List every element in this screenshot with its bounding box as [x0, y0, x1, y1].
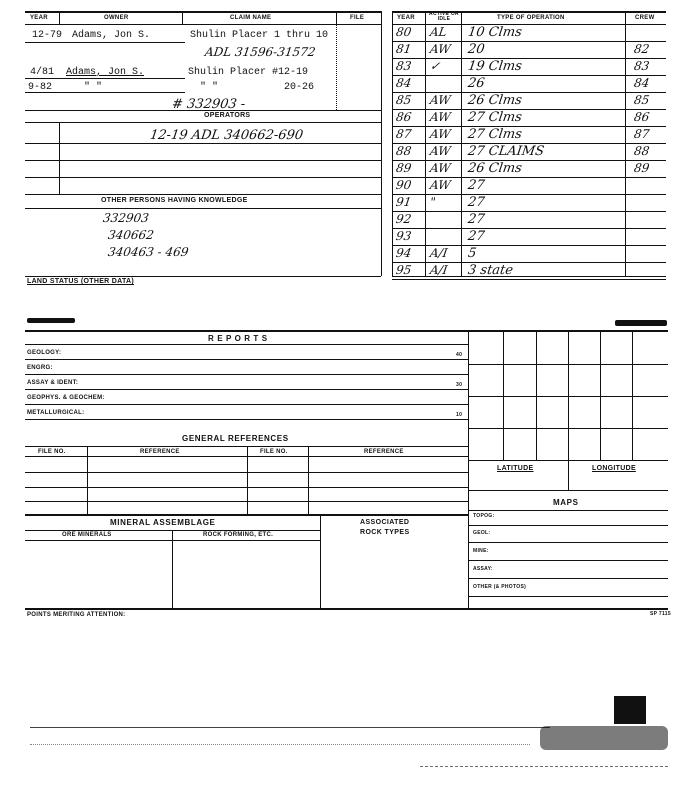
ops-row-9-type-cell: 26 Clms — [466, 161, 523, 176]
ops-row-5-type-cell: 26 Clms — [466, 93, 523, 108]
ops-row-9-year-cell: 89 — [395, 161, 413, 175]
operators-entry: 12-19 ADL 340662-690 — [148, 128, 305, 143]
ops-row-3-crew-cell: 83 — [633, 59, 651, 73]
form-number: SP 7115 — [650, 611, 671, 617]
scan-artifact-smear — [540, 726, 668, 750]
ref-col-reference-2: REFERENCE — [364, 449, 404, 455]
report-row-1-label: GEOLOGY: — [27, 350, 62, 356]
ops-row-8-type-cell: 27 CLAIMS — [466, 144, 546, 159]
owner-row-3-year: 4/81 — [30, 67, 55, 78]
knowledge-entry-1: 332903 — [102, 211, 150, 225]
associated-label: ASSOCIATED — [360, 519, 410, 526]
general-references-title: GENERAL REFERENCES — [182, 434, 289, 443]
knowledge-label: OTHER PERSONS HAVING KNOWLEDGE — [101, 197, 248, 204]
report-row-3-number: 30 — [456, 382, 463, 388]
ops-row-2-crew-cell: 82 — [633, 42, 651, 56]
ops-row-11-active-cell: " — [429, 195, 437, 209]
report-row-1-number: 40 — [456, 352, 463, 358]
owner-row-4-owner: " " — [84, 82, 103, 93]
scan-artifact-block — [614, 696, 646, 724]
ops-row-10-type-cell: 27 — [466, 178, 486, 193]
land-status-label: LAND STATUS (OTHER DATA) — [27, 278, 135, 285]
scan-line-3 — [420, 766, 668, 767]
latitude-label: LATITUDE — [497, 465, 534, 472]
ops-row-4-type-cell: 26 — [466, 76, 486, 91]
col-year-header: YEAR — [30, 15, 48, 21]
col-active-header: ACTIVE OR IDLE — [429, 11, 459, 22]
ops-row-6-type-cell: 27 Clms — [466, 110, 523, 125]
ops-row-2-type-cell: 20 — [466, 42, 486, 57]
ops-row-8-year-cell: 88 — [395, 144, 413, 158]
ops-row-3-active-cell: ✓ — [429, 59, 442, 73]
ops-row-8-active-cell: AW — [429, 144, 452, 158]
report-row-5-number: 10 — [456, 412, 463, 418]
ops-row-1-active-cell: AL — [429, 25, 448, 39]
ops-row-5-year-cell: 85 — [395, 93, 413, 107]
report-row-3-label: ASSAY & IDENT: — [27, 380, 79, 386]
owner-row-1-claim: Shulin Placer 1 thru 10 — [190, 30, 329, 41]
ops-row-4-crew-cell: 84 — [633, 76, 651, 90]
col-claim-name-header: CLAIM NAME — [230, 15, 272, 21]
map-item-4-label: ASSAY: — [473, 566, 493, 572]
ops-row-15-active-cell: A/I — [429, 263, 449, 277]
knowledge-entry-3: 340463 - 469 — [107, 245, 190, 259]
ore-minerals-label: ORE MINERALS — [62, 532, 112, 538]
knowledge-entry-2: 340662 — [107, 228, 155, 242]
ops-row-1-year-cell: 80 — [395, 25, 413, 39]
ref-col-file-2: FILE NO. — [260, 449, 288, 455]
ops-row-7-type-cell: 27 Clms — [466, 127, 523, 142]
ops-row-13-year-cell: 93 — [395, 229, 413, 243]
col-owner-header: OWNER — [104, 15, 129, 21]
ops-row-11-type-cell: 27 — [466, 195, 486, 210]
owner-row-3-claim: Shulin Placer #12-19 — [188, 67, 309, 78]
scan-mark-left — [27, 318, 75, 323]
map-item-1-label: TOPOG: — [473, 513, 495, 519]
ops-row-5-crew-cell: 85 — [633, 93, 651, 107]
report-row-5-label: METALLURGICAL: — [27, 410, 85, 416]
scan-mark-right — [615, 320, 667, 326]
ops-row-10-year-cell: 90 — [395, 178, 413, 192]
map-item-5-label: OTHER (& PHOTOS) — [473, 584, 527, 590]
owner-row-4-year: 9-82 — [28, 82, 53, 93]
ops-row-7-active-cell: AW — [429, 127, 452, 141]
ref-col-reference-1: REFERENCE — [140, 449, 180, 455]
ops-row-5-active-cell: AW — [429, 93, 452, 107]
ops-row-14-type-cell: 5 — [466, 246, 478, 261]
ops-row-15-type-cell: 3 state — [466, 263, 515, 278]
owner-row-1-year: 12-79 — [32, 30, 63, 41]
reports-title: R E P O R T S — [208, 334, 268, 343]
ops-row-14-year-cell: 94 — [395, 246, 413, 260]
owner-row-5-claim: # 332903 - — [170, 97, 247, 112]
ops-row-7-crew-cell: 87 — [633, 127, 651, 141]
ops-row-2-year-cell: 81 — [395, 42, 413, 56]
col-file-header: FILE — [350, 15, 365, 21]
ops-row-6-active-cell: AW — [429, 110, 452, 124]
ops-row-9-crew-cell: 89 — [633, 161, 651, 175]
owner-row-4-claim: 20-26 — [284, 82, 315, 93]
ops-row-1-type-cell: 10 Clms — [466, 25, 523, 40]
rock-forming-label: ROCK FORMING, ETC. — [203, 532, 274, 538]
scan-line-1 — [30, 727, 550, 728]
operators-label: OPERATORS — [204, 112, 251, 119]
ops-row-15-year-cell: 95 — [395, 263, 413, 277]
ops-row-7-year-cell: 87 — [395, 127, 413, 141]
longitude-label: LONGITUDE — [592, 465, 636, 472]
ops-row-6-crew-cell: 86 — [633, 110, 651, 124]
report-row-2-label: ENGRG: — [27, 365, 53, 371]
owner-row-3-owner: Adams, Jon S. — [66, 67, 145, 78]
mineral-title: MINERAL ASSEMBLAGE — [110, 518, 216, 527]
ops-row-2-active-cell: AW — [429, 42, 452, 56]
col-crew-header: CREW — [635, 15, 655, 21]
rock-types-label: ROCK TYPES — [360, 529, 410, 536]
ops-row-4-year-cell: 84 — [395, 76, 413, 90]
ops-row-13-type-cell: 27 — [466, 229, 486, 244]
ops-row-3-type-cell: 19 Clms — [466, 59, 523, 74]
ops-row-12-year-cell: 92 — [395, 212, 413, 226]
col-year-header-right: YEAR — [397, 15, 415, 21]
map-item-3-label: MINE: — [473, 548, 489, 554]
owner-row-2-claim: ADL 31596-31572 — [204, 45, 317, 59]
map-item-2-label: GEOL: — [473, 530, 491, 536]
ops-row-11-year-cell: 91 — [395, 195, 413, 209]
points-meriting-label: POINTS MERITING ATTENTION: — [27, 612, 126, 618]
ops-row-12-type-cell: 27 — [466, 212, 486, 227]
ops-row-9-active-cell: AW — [429, 161, 452, 175]
report-row-4-label: GEOPHYS. & GEOCHEM: — [27, 395, 105, 401]
ops-row-8-crew-cell: 88 — [633, 144, 651, 158]
ops-row-3-year-cell: 83 — [395, 59, 413, 73]
scan-line-2 — [30, 744, 530, 745]
col-type-header: TYPE OF OPERATION — [497, 15, 565, 21]
owner-row-4-ditto: " " — [200, 82, 219, 93]
ref-col-file-1: FILE NO. — [38, 449, 66, 455]
ops-row-10-active-cell: AW — [429, 178, 452, 192]
ops-row-6-year-cell: 86 — [395, 110, 413, 124]
ops-row-14-active-cell: A/I — [429, 246, 449, 260]
maps-title: MAPS — [553, 498, 579, 507]
owner-row-1-owner: Adams, Jon S. — [72, 30, 151, 41]
